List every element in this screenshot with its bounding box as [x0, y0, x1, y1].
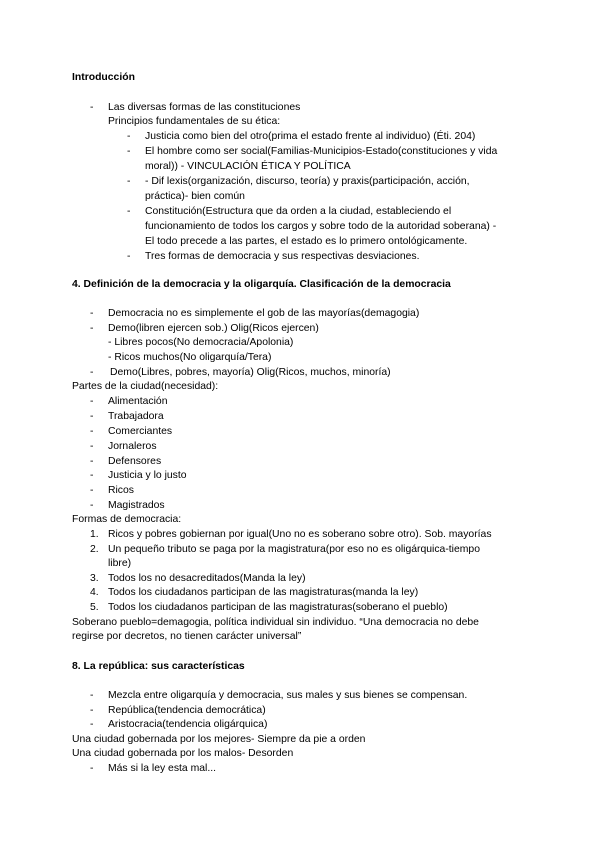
- paragraph: regirse por decretos, no tienen carácter universal”: [72, 631, 302, 642]
- bullet-dash: -: [90, 705, 94, 716]
- bullet-dash: -: [90, 426, 94, 437]
- bullet-dash: -: [90, 470, 94, 481]
- bullet-dash: -: [90, 367, 94, 378]
- list-item: Trabajadora: [108, 411, 164, 422]
- list-item: Aristocracia(tendencia oligárquica): [108, 719, 268, 730]
- bullet-dash: -: [90, 763, 94, 774]
- list-item: Demo(Libres, pobres, mayoría) Olig(Ricos, muchos, minoría): [110, 367, 391, 378]
- list-item-cont: funcionamiento de todos los cargos y sobre todo de la autoridad soberana) -: [145, 221, 497, 232]
- list-item: Tres formas de democracia y sus respectivas desviaciones.: [145, 251, 420, 262]
- list-item: - Dif lexis(organización, discurso, teoría) y praxis(participación, acción,: [145, 176, 470, 187]
- list-item: República(tendencia democrática): [108, 705, 266, 716]
- list-number: 5.: [90, 602, 99, 613]
- numbered-item: Todos los ciudadanos participan de las magistraturas(soberano el pueblo): [108, 602, 448, 613]
- list-number: 1.: [90, 529, 99, 540]
- bullet-dash: -: [90, 102, 94, 113]
- list-number: 2.: [90, 544, 99, 555]
- paragraph: Soberano pueblo=demagogia, política individual sin individuo. “Una democracia no debe: [72, 617, 479, 628]
- bullet-dash: -: [90, 411, 94, 422]
- list-item: Defensores: [108, 456, 162, 467]
- bullet-dash: -: [90, 500, 94, 511]
- list-item: Magistrados: [108, 500, 165, 511]
- bullet-dash: -: [127, 146, 131, 157]
- paragraph: Una ciudad gobernada por los malos- Desorden: [72, 748, 294, 759]
- list-item-cont: moral)) - VINCULACIÓN ÉTICA Y POLÍTICA: [145, 161, 351, 172]
- list-item: Las diversas formas de las constituciones: [108, 102, 301, 113]
- bullet-dash: -: [90, 441, 94, 452]
- section-heading-8: 8. La república: sus características: [72, 661, 245, 672]
- list-item: Democracia no es simplemente el gob de las mayorías(demagogia): [108, 308, 420, 319]
- list-item: Alimentación: [108, 396, 168, 407]
- numbered-item: Ricos y pobres gobiernan por igual(Uno no es soberano sobre otro). Sob. mayorías: [108, 529, 492, 540]
- numbered-item: Todos los no desacreditados(Manda la ley): [108, 573, 306, 584]
- paragraph: Una ciudad gobernada por los mejores- Siempre da pie a orden: [72, 734, 366, 745]
- list-item: Comerciantes: [108, 426, 173, 437]
- subheading: Principios fundamentales de su ética:: [108, 116, 281, 127]
- list-item: Justicia como bien del otro(prima el estado frente al individuo) (Éti. 204): [145, 131, 476, 142]
- list-item: Mezcla entre oligarquía y democracia, sus males y sus bienes se compensan.: [108, 690, 468, 701]
- bullet-dash: -: [127, 206, 131, 217]
- numbered-item: Todos los ciudadanos participan de las magistraturas(manda la ley): [108, 587, 419, 598]
- bullet-dash: -: [90, 719, 94, 730]
- list-item: Demo(libren ejercen sob.) Olig(Ricos ejercen): [108, 323, 319, 334]
- bullet-dash: -: [90, 485, 94, 496]
- bullet-dash: -: [127, 131, 131, 142]
- paragraph-label: Formas de democracia:: [72, 514, 182, 525]
- list-number: 3.: [90, 573, 99, 584]
- list-item: Constitución(Estructura que da orden a la ciudad, estableciendo el: [145, 206, 452, 217]
- list-item-cont: El todo precede a las partes, el estado es lo primero ontológicamente.: [145, 236, 468, 247]
- list-item: Justicia y lo justo: [108, 470, 187, 481]
- section-heading-intro: Introducción: [72, 72, 135, 83]
- list-item: Jornaleros: [108, 441, 157, 452]
- bullet-dash: -: [90, 396, 94, 407]
- section-heading-4: 4. Definición de la democracia y la oligarquía. Clasificación de la democracia: [72, 279, 451, 290]
- numbered-item-cont: libre): [108, 558, 132, 569]
- list-item: Más si la ley esta mal...: [108, 763, 216, 774]
- bullet-dash: -: [90, 456, 94, 467]
- list-number: 4.: [90, 587, 99, 598]
- bullet-dash: -: [127, 176, 131, 187]
- bullet-dash: -: [90, 690, 94, 701]
- numbered-item: Un pequeño tributo se paga por la magistratura(por eso no es oligárquica-tiempo: [108, 544, 480, 555]
- list-item-cont: - Libres pocos(No democracia/Apolonia): [108, 337, 294, 348]
- bullet-dash: -: [90, 323, 94, 334]
- list-item: El hombre como ser social(Familias-Municipios-Estado(constituciones y vida: [145, 146, 498, 157]
- list-item-cont: práctica)- bien común: [145, 191, 245, 202]
- paragraph-label: Partes de la ciudad(necesidad):: [72, 381, 219, 392]
- bullet-dash: -: [90, 308, 94, 319]
- bullet-dash: -: [127, 251, 131, 262]
- list-item: Ricos: [108, 485, 134, 496]
- list-item-cont: - Ricos muchos(No oligarquía/Tera): [108, 352, 272, 363]
